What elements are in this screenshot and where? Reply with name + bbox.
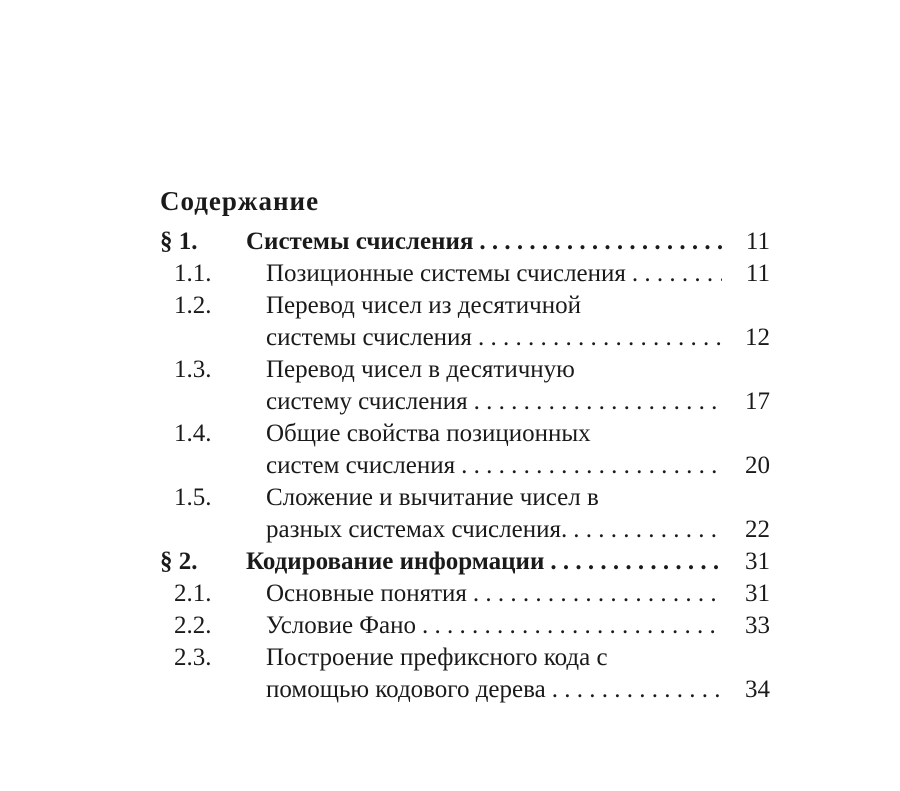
toc-entry-page: 11 [745,228,770,255]
dot-leader [546,674,722,706]
toc-entry-title [266,482,722,546]
toc-entry [160,226,770,258]
toc-entry-title [266,354,722,418]
toc-entry-page: 33 [745,612,770,639]
dot-leader [468,386,722,418]
toc-entry-title-line: Кодирование информации [246,548,545,575]
toc-entry-title-line: систему счисления [266,388,468,415]
dot-leader [416,610,722,642]
toc-entry-number: 1.1. [174,260,212,287]
toc-entry-title-line: помощью кодового дерева [266,676,546,703]
toc-entry [160,546,770,578]
toc-entry-number: 1.4. [174,420,212,447]
dot-leader [544,546,722,578]
toc-entry-title [266,258,722,290]
toc-entry-title-line: Условие Фано [266,612,417,639]
toc-entry-title [266,418,722,482]
toc-entry-page: 12 [745,324,770,351]
toc-entry-title-line: Позиционные системы счисления [266,260,626,287]
toc-title: Содержание [160,186,320,216]
toc-entry-title-line: разных системах счисления. [266,516,568,543]
toc-entry-title-line: Основные понятия [266,580,467,607]
toc-entry-number: 1.3. [174,356,212,383]
toc-entry-page: 20 [745,452,770,479]
toc-entry [160,578,770,610]
toc-entry-title-line: системы счисления [266,324,472,351]
toc-entry-number: 1.2. [174,292,212,319]
toc-entry-title [246,226,722,258]
toc-entry-number: 1.5. [174,484,212,511]
toc-entry-page: 31 [745,580,770,607]
toc-entry-title-line: Перевод чисел из десятичной [266,292,581,319]
dot-leader [626,258,722,290]
toc-entry-page: 34 [745,676,770,703]
toc-entry [160,482,770,546]
dot-leader [455,450,722,482]
toc-entry-page: 22 [745,516,770,543]
toc-entry [160,418,770,482]
toc-entry-title-line: Построение префиксного кода с [266,644,608,671]
toc-entry-title [266,610,722,642]
toc-entry-title-line: Общие свойства позиционных [266,420,591,447]
toc-entry [160,290,770,354]
toc-entry [160,610,770,642]
toc-entry-number: § 1. [160,228,198,255]
toc-entry-number: § 2. [160,548,198,575]
toc-entry-title-line: Перевод чисел в десятичную [266,356,575,383]
toc-entry-title [266,578,722,610]
table-of-contents [160,184,770,706]
toc-entry-title [246,546,722,578]
toc-entry-title-line: Системы счисления [246,228,474,255]
dot-leader [473,226,722,258]
toc-entry [160,354,770,418]
dot-leader [467,578,722,610]
toc-entry [160,258,770,290]
dot-leader [472,322,722,354]
toc-entry-title-line: систем счисления [266,452,456,479]
toc-entry-number: 2.3. [174,644,212,671]
toc-entry-title [266,290,722,354]
toc-entry-page: 17 [745,388,770,415]
toc-entry-number: 2.1. [174,580,212,607]
toc-entry-title [266,642,722,706]
toc-entry [160,642,770,706]
toc-entry-page: 31 [745,548,770,575]
toc-entry-title-line: Сложение и вычитание чисел в [266,484,599,511]
dot-leader [567,514,722,546]
toc-entry-number: 2.2. [174,612,212,639]
toc-entry-page: 11 [745,260,770,287]
